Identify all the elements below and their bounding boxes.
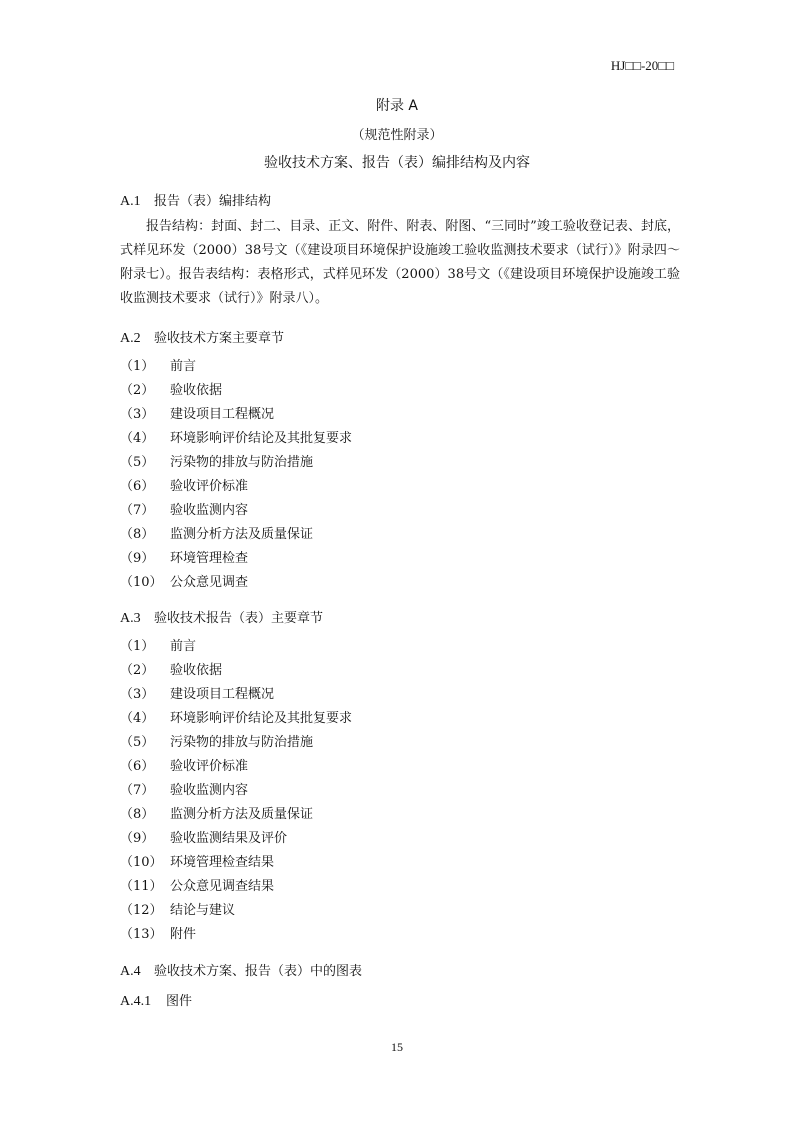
list-item — [120, 635, 352, 659]
list-item — [120, 499, 352, 523]
list-text: 验收监测结果及评价 — [170, 831, 288, 846]
list-text: 公众意见调查结果 — [170, 879, 275, 894]
list-index: （2） — [120, 663, 155, 678]
list-item — [120, 755, 352, 779]
section-number: A.1 — [120, 194, 141, 209]
list-item — [120, 451, 352, 475]
list-item — [120, 547, 352, 571]
list-text: 环境管理检查 — [170, 551, 249, 566]
list-text: 建设项目工程概况 — [170, 687, 275, 702]
list-text: 公众意见调查 — [170, 575, 249, 590]
list-index: （7） — [120, 503, 155, 518]
section-number: A.4.1 — [120, 994, 152, 1009]
list-index: （4） — [120, 711, 155, 726]
list-item — [120, 803, 352, 827]
list-item — [120, 827, 352, 851]
list-item — [120, 523, 352, 547]
list-index: （7） — [120, 783, 155, 798]
list-text: 验收评价标准 — [170, 479, 249, 494]
list-text: 验收监测内容 — [170, 783, 249, 798]
list-item — [120, 899, 352, 923]
section-a3-list — [120, 635, 352, 947]
standard-code: HJ□□-20□□ — [610, 58, 674, 73]
list-text: 附件 — [170, 927, 197, 942]
list-index: （2） — [120, 383, 155, 398]
list-item — [120, 379, 352, 403]
list-index: （9） — [120, 831, 155, 846]
section-title: 验收技术报告（表）主要章节 — [154, 611, 324, 626]
list-index: （11） — [120, 879, 163, 894]
section-a1-heading — [120, 190, 271, 210]
list-item — [120, 779, 352, 803]
list-index: （5） — [120, 455, 155, 470]
list-text: 污染物的排放与防治措施 — [170, 455, 314, 470]
list-index: （8） — [120, 807, 155, 822]
list-index: （9） — [120, 551, 155, 566]
section-a1-paragraph: 报告结构：封面、封二、目录、正文、附件、附表、附图、“三同时”竣工验收登记表、封底，式样见环发（2000）38号文（《建设项目环境保护设施竣工验收监测技术要求（试行）》附录四～附录七）。报告表结构：表格形式，式样见环发（2000）38号文（《建设项目环境保护设施竣工验收监测技术要求（试行）》附录八）。 — [120, 219, 680, 306]
page-number: 15 — [391, 1040, 403, 1054]
list-text: 污染物的排放与防治措施 — [170, 735, 314, 750]
list-index: （13） — [120, 927, 163, 942]
list-text: 验收监测内容 — [170, 503, 249, 518]
appendix-main-title: 验收技术方案、报告（表）编排结构及内容 — [264, 155, 530, 171]
list-index: （10） — [120, 855, 163, 870]
list-item — [120, 851, 352, 875]
list-item — [120, 355, 352, 379]
list-text: 结论与建议 — [170, 903, 236, 918]
section-title: 图件 — [166, 994, 193, 1009]
section-a2-list — [120, 355, 352, 595]
list-item — [120, 659, 352, 683]
list-text: 验收评价标准 — [170, 759, 249, 774]
list-index: （12） — [120, 903, 163, 918]
list-item — [120, 403, 352, 427]
list-text: 建设项目工程概况 — [170, 407, 275, 422]
list-index: （1） — [120, 359, 155, 374]
list-text: 前言 — [170, 639, 197, 654]
section-a2-heading — [120, 327, 284, 347]
section-number: A.4 — [120, 964, 141, 979]
list-text: 环境影响评价结论及其批复要求 — [170, 711, 353, 726]
list-text: 监测分析方法及质量保证 — [170, 807, 314, 822]
list-index: （6） — [120, 479, 155, 494]
list-text: 环境影响评价结论及其批复要求 — [170, 431, 353, 446]
list-item — [120, 571, 352, 595]
list-text: 验收依据 — [170, 663, 223, 678]
list-text: 环境管理检查结果 — [170, 855, 275, 870]
list-index: （4） — [120, 431, 155, 446]
list-item — [120, 875, 352, 899]
list-index: （8） — [120, 527, 155, 542]
list-index: （3） — [120, 687, 155, 702]
section-title: 验收技术方案主要章节 — [154, 331, 285, 346]
list-item — [120, 427, 352, 451]
list-text: 验收依据 — [170, 383, 223, 398]
list-index: （5） — [120, 735, 155, 750]
list-index: （1） — [120, 639, 155, 654]
list-item — [120, 475, 352, 499]
section-number: A.2 — [120, 331, 141, 346]
list-index: （6） — [120, 759, 155, 774]
list-item — [120, 683, 352, 707]
list-item — [120, 731, 352, 755]
appendix-type: （规范性附录） — [351, 128, 443, 143]
list-text: 监测分析方法及质量保证 — [170, 527, 314, 542]
section-title: 验收技术方案、报告（表）中的图表 — [154, 964, 363, 979]
appendix-title: 附录 A — [375, 98, 419, 114]
list-item — [120, 923, 352, 947]
section-number: A.3 — [120, 611, 141, 626]
section-a41-heading — [120, 990, 192, 1010]
section-a3-heading — [120, 607, 323, 627]
section-title: 报告（表）编排结构 — [154, 194, 272, 209]
list-index: （3） — [120, 407, 155, 422]
list-index: （10） — [120, 575, 163, 590]
list-item — [120, 707, 352, 731]
section-a4-heading — [120, 960, 362, 980]
list-text: 前言 — [170, 359, 197, 374]
